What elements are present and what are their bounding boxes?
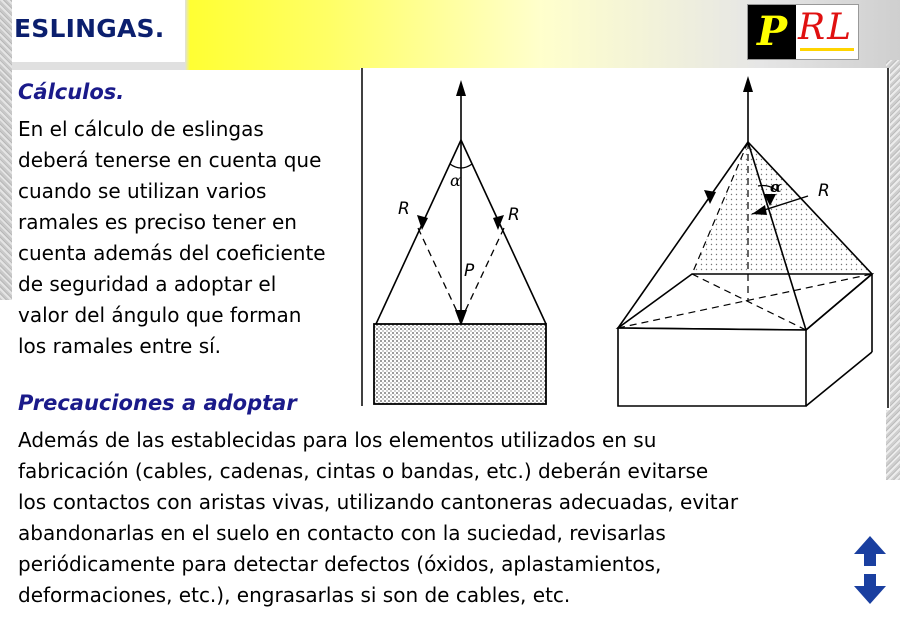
text-line: los ramales entre sí. [18, 334, 222, 358]
label-alpha-right: α [770, 178, 782, 196]
label-r-right: R [508, 205, 520, 225]
label-r-far-right: R [818, 181, 830, 201]
text-line: fabricación (cables, cadenas, cintas o bandas, etc.) deberán evitarse [18, 459, 709, 483]
left-edge-decoration [0, 0, 12, 300]
text-line: periódicamente para detectar defectos (óxidos, aplastamientos, [18, 552, 662, 576]
text-line: En el cálculo de eslingas [18, 117, 264, 141]
text-line: ramales es preciso tener en [18, 210, 297, 234]
page-navigation [852, 534, 888, 606]
arrow-up-icon[interactable] [854, 536, 886, 566]
text-line: cuando se utilizan varios [18, 179, 267, 203]
calculos-paragraph [18, 114, 368, 362]
precauciones-heading: Precauciones a adoptar [18, 391, 297, 415]
logo-rl-letters: RL [798, 7, 854, 48]
logo-underline [800, 48, 854, 51]
arrow-down-icon[interactable] [854, 574, 886, 604]
sling-diagram [360, 68, 890, 410]
text-line: abandonarlas en el suelo en contacto con la suciedad, revisarlas [18, 521, 666, 545]
prl-logo [747, 4, 859, 60]
label-alpha-left: α [450, 171, 461, 190]
label-r-left: R [398, 199, 410, 219]
calculos-heading: Cálculos. [18, 80, 125, 104]
page-title: ESLINGAS. [14, 14, 165, 43]
text-line: cuenta además del coeficiente [18, 241, 326, 265]
logo-p-letter: P [748, 5, 796, 59]
precauciones-paragraph [18, 425, 848, 611]
label-p: P [464, 261, 475, 281]
text-line: deberá tenerse en cuenta que [18, 148, 322, 172]
text-line: los contactos con aristas vivas, utilizando cantoneras adecuadas, evitar [18, 490, 739, 514]
text-line: deformaciones, etc.), engrasarlas si son de cables, etc. [18, 583, 571, 607]
text-line: de seguridad a adoptar el [18, 272, 277, 296]
text-line: valor del ángulo que forman [18, 303, 302, 327]
text-line: Además de las establecidas para los elementos utilizados en su [18, 428, 657, 452]
